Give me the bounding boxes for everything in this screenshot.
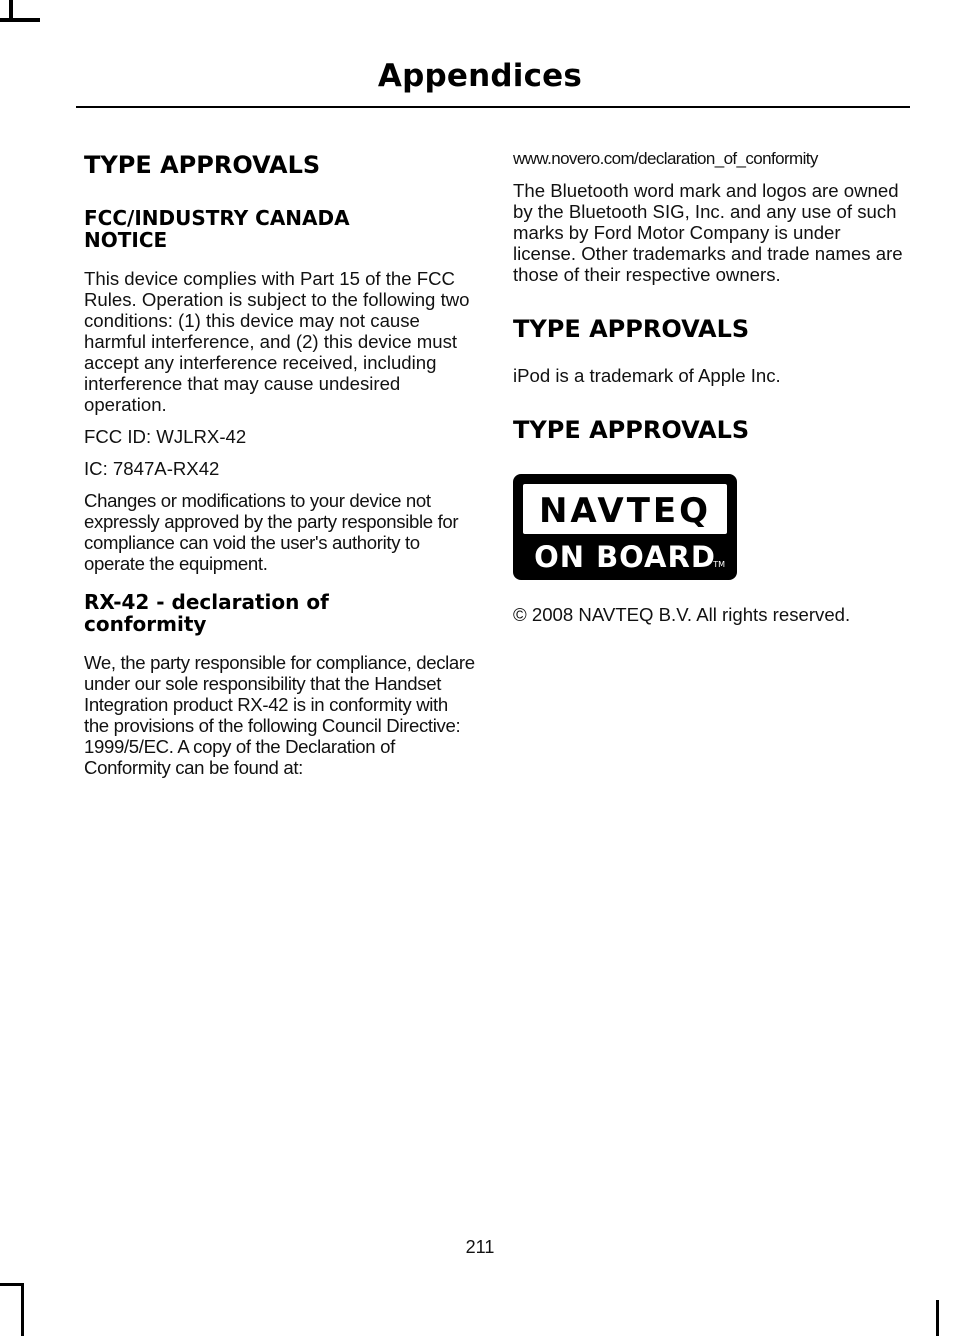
page-header-title: Appendices — [377, 58, 583, 94]
navteq-logo-tm-mark: TM — [713, 560, 725, 569]
heading-type-approvals-2: TYPE APPROVALS — [513, 315, 750, 343]
header-divider — [76, 106, 910, 108]
ipod-trademark-paragraph: iPod is a trademark of Apple Inc. — [513, 365, 781, 386]
right-column — [513, 145, 905, 625]
left-column — [84, 145, 476, 778]
changes-modifications-paragraph: Changes or modifications to your device not expressly approved by the party responsible for compliance can void the user's authority to operate the equipment. — [84, 490, 459, 574]
heading-declaration-of-conformity: RX-42 - declaration of conformity — [84, 590, 329, 636]
crop-mark-bottom-left-vertical — [21, 1283, 24, 1336]
navteq-logo-wordmark: NAVTEQ — [538, 491, 712, 531]
declaration-url-link[interactable]: www.novero.com/declaration_of_conformity — [513, 149, 818, 168]
navteq-on-board-logo — [513, 474, 737, 580]
navteq-copyright: © 2008 NAVTEQ B.V. All rights reserved. — [513, 604, 851, 625]
declaration-paragraph: We, the party responsible for compliance, declare under our sole responsibility that the Handset Integration product RX-42 is in conformity with the provisions of the following Council Directive: 1999/5/EC. A copy of the Declaration of Conformity can be found at: — [84, 652, 475, 778]
heading-type-approvals: TYPE APPROVALS — [84, 151, 321, 179]
fcc-compliance-paragraph: This device complies with Part 15 of the FCC Rules. Operation is subject to the following two conditions: (1) this device may not cause harmful interference, and (2) this device must accept any interference received, including interference that may cause undesired operation. — [84, 268, 470, 415]
crop-mark-top-left-horizontal — [0, 18, 40, 22]
page-number: 211 — [465, 1237, 495, 1257]
heading-type-approvals-3: TYPE APPROVALS — [513, 416, 750, 444]
bluetooth-trademark-paragraph: The Bluetooth word mark and logos are owned by the Bluetooth SIG, Inc. and any use of such marks by Ford Motor Company is under license. Other trademarks and trade names are those of their respective owners. — [513, 180, 903, 285]
navteq-logo-top-panel — [523, 484, 727, 534]
crop-mark-bottom-right-vertical — [936, 1300, 939, 1336]
navteq-logo-on-board-text: ON BOARD — [534, 540, 716, 574]
ic-id: IC: 7847A-RX42 — [84, 458, 220, 479]
fcc-id: FCC ID: WJLRX-42 — [84, 426, 247, 447]
heading-fcc-industry-canada-notice: FCC/INDUSTRY CANADA NOTICE — [84, 206, 350, 252]
